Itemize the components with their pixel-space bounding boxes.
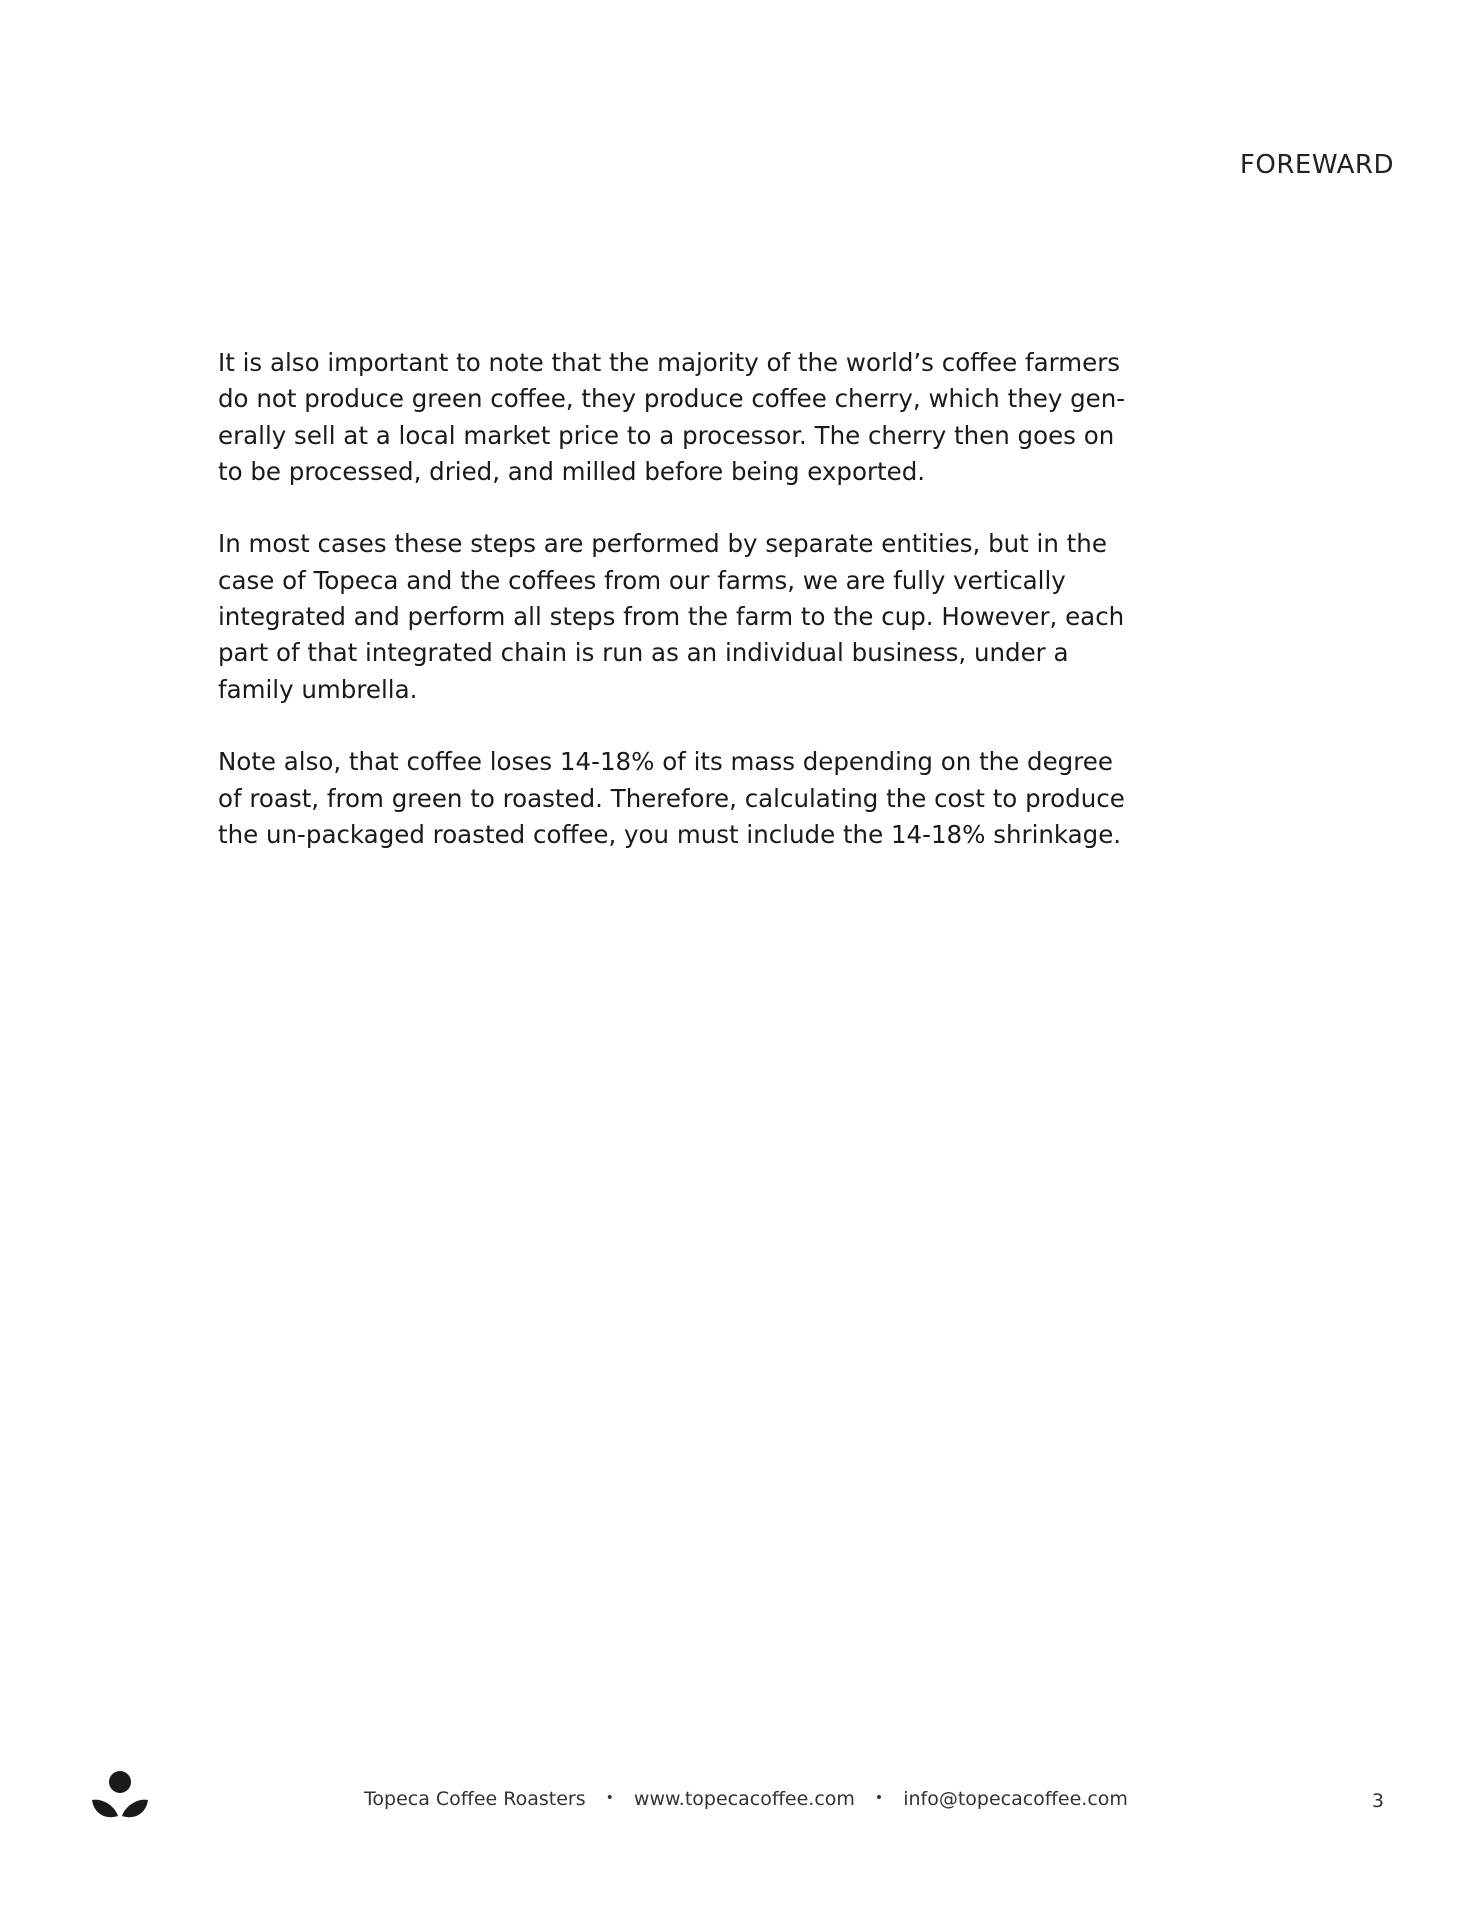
- paragraph: Note also, that coffee loses 14-18% of its mass depending on the degree of roast, from green to roasted. Therefore, calculating the cost to produce the un-packaged roasted coffee, you must include the 14-18% shrinkage.: [218, 747, 1125, 849]
- footer-company: Topeca Coffee Roasters: [364, 1788, 586, 1810]
- footer-separator: •: [605, 1789, 614, 1806]
- section-title: FOREWARD: [1239, 150, 1394, 180]
- footer-website-link[interactable]: www.topecacoffee.com: [633, 1788, 855, 1810]
- footer-contact-line: [364, 1788, 1128, 1810]
- paragraph: In most cases these steps are performed by separate entities, but in the case of Topeca and the coffees from our farms, we are fully vertically integrated and perform all steps from the farm to the cup. However, each part of that integrated chain is run as an individual business, under a family umbrella.: [218, 529, 1125, 704]
- footer-email-link[interactable]: info@topecacoffee.com: [903, 1788, 1128, 1810]
- footer-separator: •: [874, 1789, 884, 1806]
- paragraph: It is also important to note that the majority of the world’s coffee farmers do not produce green coffee, they produce coffee cherry, which they gen-erally sell at a local market price to a processor. The cherry then goes on to be processed, dried, and milled before being exported.: [218, 348, 1126, 486]
- page-number: 3: [1371, 1790, 1384, 1812]
- page-footer: [0, 1770, 1484, 1830]
- body-text: [218, 345, 1138, 889]
- topeca-logo-icon: [90, 1770, 150, 1820]
